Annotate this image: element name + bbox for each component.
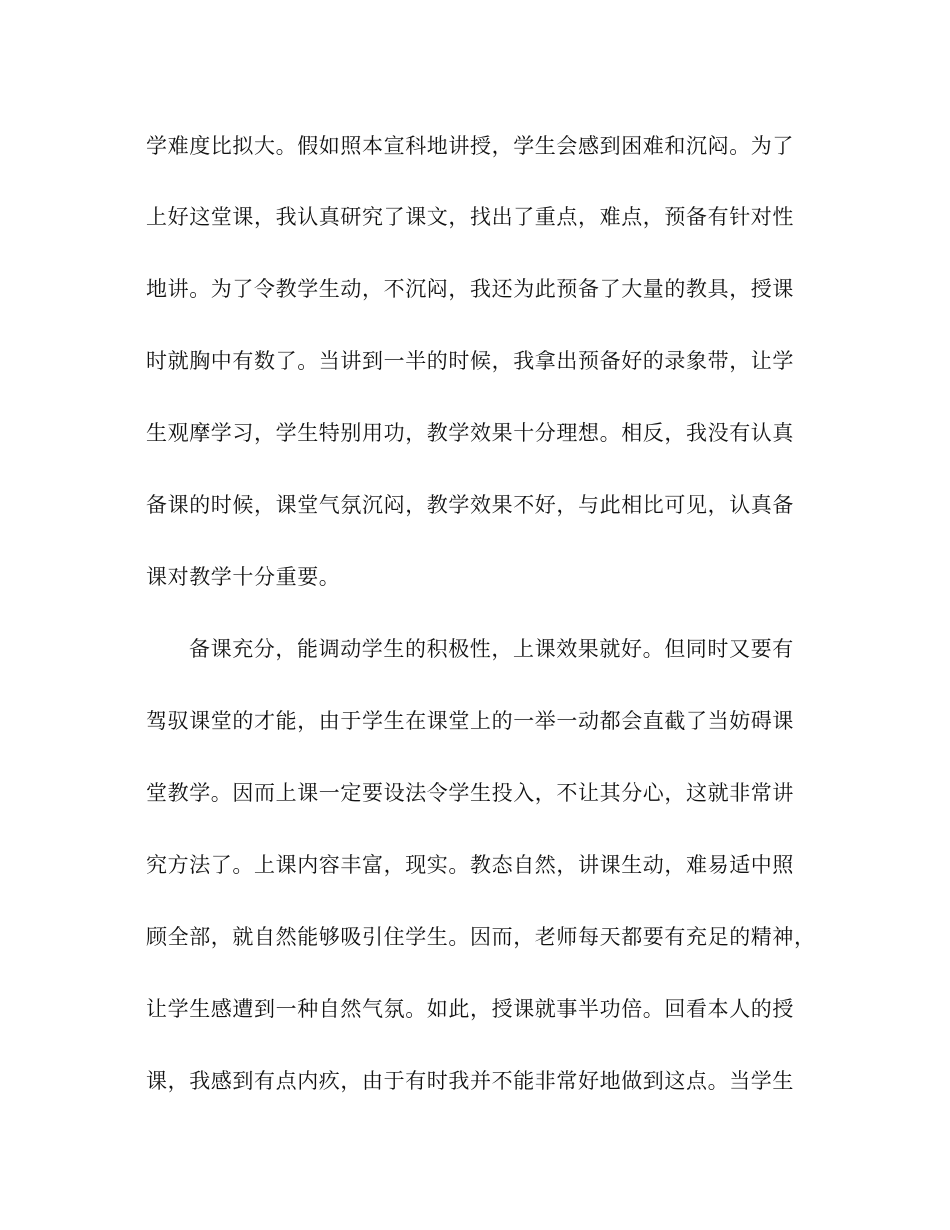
text-line-10: 堂教学。因而上课一定要设法令学生投入，不让其分心，这就非常讲	[146, 781, 794, 805]
text-line-5: 生观摩学习，学生特别用功，教学效果十分理想。相反，我没有认真	[146, 421, 794, 445]
text-line-14: 课，我感到有点内疚，由于有时我并不能非常好地做到这点。当学生	[146, 1069, 794, 1093]
text-line-12: 顾全部，就自然能够吸引住学生。因而，老师每天都要有充足的精神，	[146, 925, 816, 949]
text-line-2: 上好这堂课，我认真研究了课文，找出了重点，难点，预备有针对性	[146, 205, 794, 229]
text-line-11: 究方法了。上课内容丰富，现实。教态自然，讲课生动，难易适中照	[146, 853, 794, 877]
text-line-6: 备课的时候，课堂气氛沉闷，教学效果不好，与此相比可见，认真备	[146, 493, 794, 517]
text-line-3: 地讲。为了令教学生动，不沉闷，我还为此预备了大量的教具，授课	[146, 277, 794, 301]
text-line-4: 时就胸中有数了。当讲到一半的时候，我拿出预备好的录象带，让学	[146, 349, 794, 373]
paragraph-start-line: 备课充分，能调动学生的积极性，上课效果就好。但同时又要有	[189, 637, 794, 661]
text-line-1: 学难度比拟大。假如照本宣科地讲授，学生会感到困难和沉闷。为了	[146, 134, 794, 158]
text-line-13: 让学生感遭到一种自然气氛。如此，授课就事半功倍。回看本人的授	[146, 997, 794, 1021]
text-line-9: 驾驭课堂的才能，由于学生在课堂上的一举一动都会直截了当妨碍课	[146, 709, 794, 733]
text-line-7: 课对教学十分重要。	[146, 565, 341, 589]
